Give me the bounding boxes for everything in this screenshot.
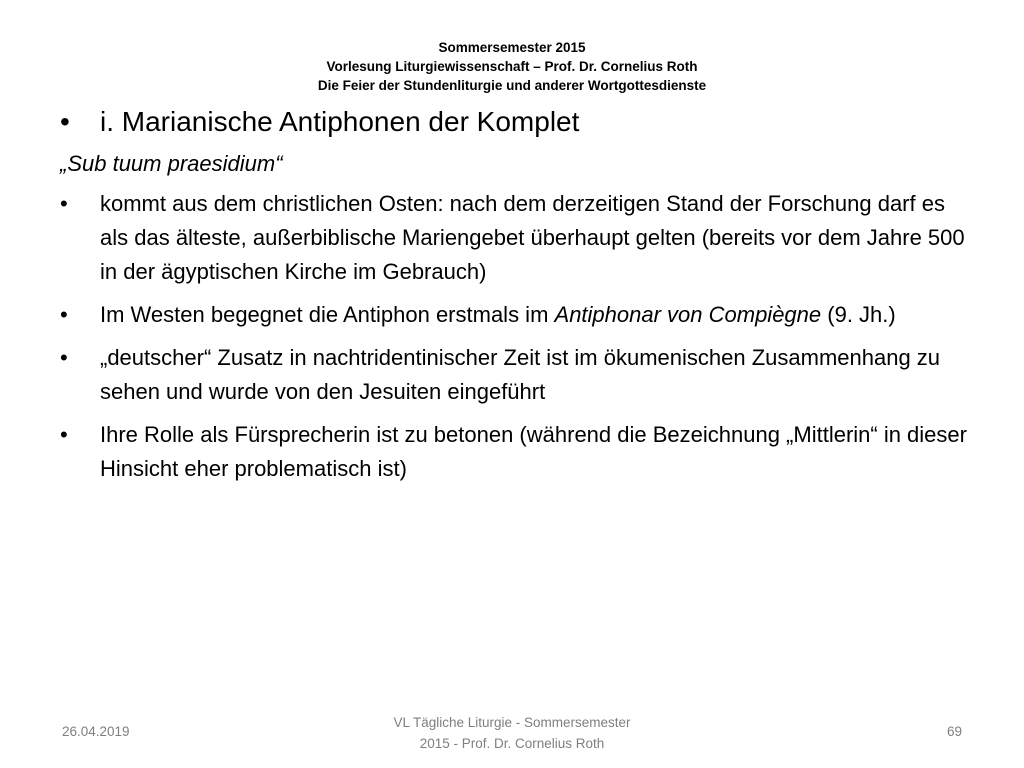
list-item-text: kommt aus dem christlichen Osten: nach dem derzeitigen Stand der Forschung darf es als das älteste, außerbiblische Mariengebet überhaupt gelten (bereits vor dem Jahre 500 in der ägyptischen Kirche im Gebrauch) bbox=[100, 191, 965, 284]
bullet-list bbox=[60, 187, 975, 486]
list-item-text-end: (9. Jh.) bbox=[821, 302, 896, 327]
bullet-icon: • bbox=[60, 302, 68, 327]
slide-heading bbox=[60, 103, 975, 141]
slide-body bbox=[60, 103, 975, 495]
list-item-text bbox=[100, 298, 975, 332]
bullet-icon: • bbox=[60, 106, 70, 137]
header-topic: Die Feier der Stundenliturgie und anderer Wortgottesdienste bbox=[317, 78, 707, 93]
list-item bbox=[60, 418, 975, 486]
list-item-text-start: Im Westen begegnet die Antiphon erstmals im bbox=[100, 302, 555, 327]
footer-title bbox=[370, 712, 654, 754]
heading-text: i. Marianische Antiphonen der Komplet bbox=[100, 106, 580, 137]
bullet-icon: • bbox=[60, 422, 68, 447]
list-item-text: „deutscher“ Zusatz in nachtridentinischer Zeit ist im ökumenischen Zusammenhang zu sehen und wurde von den Jesuiten eingeführt bbox=[100, 345, 941, 404]
footer-title-line2: 2015 - Prof. Dr. Cornelius Roth bbox=[419, 736, 605, 751]
list-item bbox=[60, 341, 975, 409]
list-item bbox=[60, 187, 975, 289]
header-lecture: Vorlesung Liturgiewissenschaft – Prof. Dr. Cornelius Roth bbox=[326, 59, 698, 74]
list-item-text: Ihre Rolle als Fürsprecherin ist zu betonen (während die Bezeichnung „Mittlerin“ in dieser Hinsicht eher problematisch ist) bbox=[100, 422, 967, 481]
slide-header bbox=[150, 38, 874, 95]
subheading: „Sub tuum praesidium“ bbox=[60, 151, 283, 176]
page-number: 69 bbox=[946, 724, 962, 739]
bullet-icon: • bbox=[60, 345, 68, 370]
list-item-text-italic: Antiphonar von Compiègne bbox=[554, 302, 822, 327]
footer-date: 26.04.2019 bbox=[62, 724, 130, 739]
footer-title-line1: VL Tägliche Liturgie - Sommersemester bbox=[393, 715, 631, 730]
list-item bbox=[60, 298, 975, 332]
bullet-icon: • bbox=[60, 191, 68, 216]
header-semester: Sommersemester 2015 bbox=[438, 40, 586, 55]
